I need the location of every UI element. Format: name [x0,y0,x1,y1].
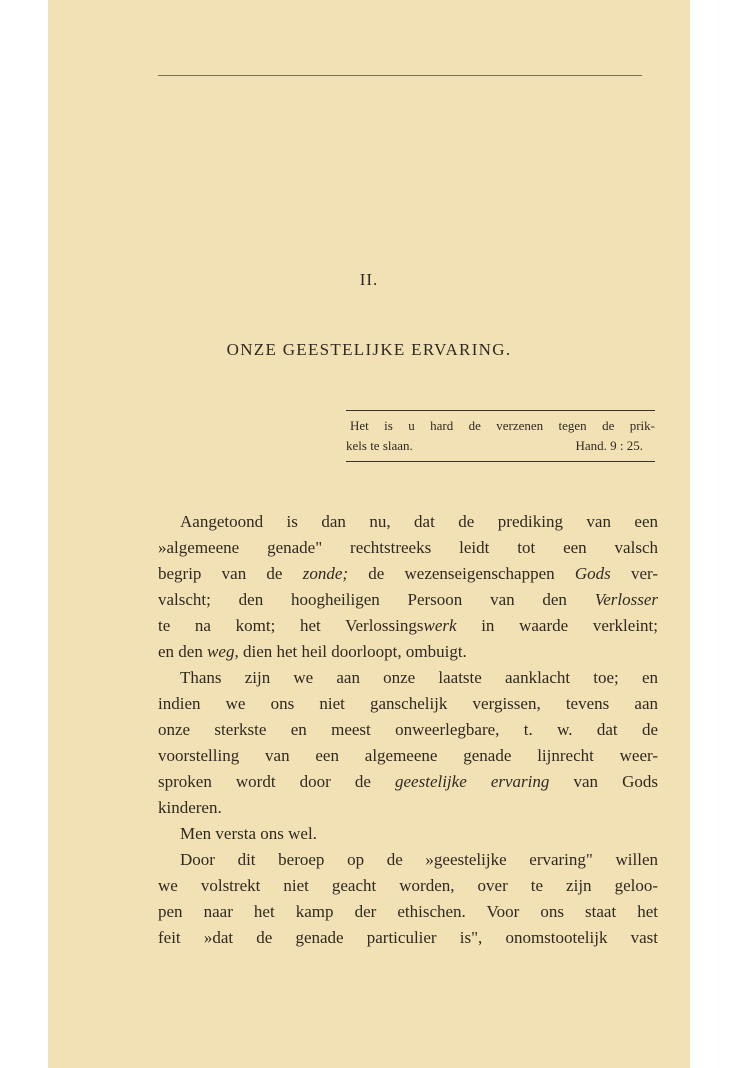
emphasis: Gods [574,564,611,583]
paragraph [158,509,658,665]
text-line: Thans zijn we aan onze laatste aanklacht toe; en [180,668,658,687]
text-line: Men versta ons wel. [180,824,317,843]
paragraph [158,665,658,821]
text-line: feit »dat de genade particulier is", onomstootelijk vast [158,928,658,947]
emphasis: werk [423,616,457,635]
emphasis: geestelijke ervaring [395,772,550,791]
chapter-number: II. [359,270,379,289]
text-line: valscht; den hoogheiligen Persoon van den Verlosser [158,590,658,609]
text-line: Aangetoond is dan nu, dat de prediking van een [180,512,658,531]
text-line: pen naar het kamp der ethischen. Voor ons staat het [158,902,658,921]
emphasis: zonde; [302,564,349,583]
epigraph [346,410,655,462]
paragraph [158,821,658,847]
epigraph-line-2: kels te slaan. [346,438,413,453]
text-line: begrip van de zonde; de wezenseigenschappen Gods ver- [158,564,659,583]
text-line: kinderen. [158,798,222,817]
chapter-title: ONZE GEESTELIJKE ERVARING. [226,340,512,359]
text-line: onze sterkste en meest onweerlegbare, t. w. dat de [158,720,658,739]
top-rule [158,75,642,76]
text-line: te na komt; het Verlossingswerk in waarde verkleint; [158,616,658,635]
text-line: sproken wordt door de geestelijke ervaring van Gods [158,772,658,791]
epigraph-line-1: Het is u hard de verzenen tegen de prik- [350,418,655,433]
text-line: »algemeene genade" rechtstreeks leidt tot een valsch [158,538,658,557]
text-line: en den weg, dien het heil doorloopt, ombuigt. [158,642,467,661]
text-line: voorstelling van een algemeene genade lijnrecht weer- [158,746,658,765]
paragraph [158,847,658,951]
emphasis: weg [207,642,235,661]
epigraph-reference: Hand. 9 : 25. [575,438,643,453]
body-text [158,509,658,951]
emphasis: Verlosser [594,590,658,609]
text-line: indien we ons niet ganschelijk vergissen, tevens aan [158,694,658,713]
text-line: we volstrekt niet geacht worden, over te zijn geloo- [158,876,658,895]
text-line: Door dit beroep op de »geestelijke ervaring" willen [180,850,658,869]
